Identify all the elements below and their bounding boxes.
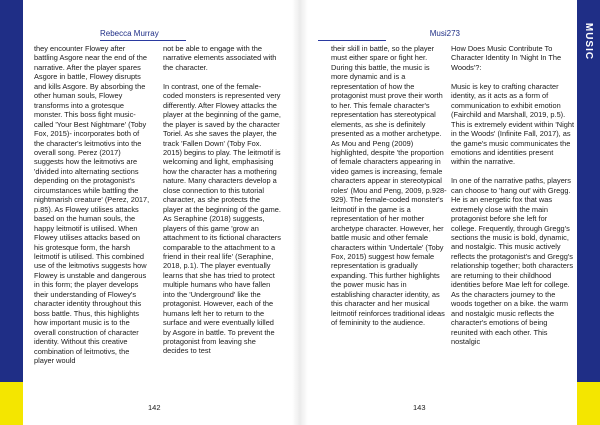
header-rule-right: [318, 40, 386, 41]
page-number-right: 143: [413, 403, 426, 412]
text-column-4: [451, 44, 574, 346]
paragraph: In one of the narrative paths, players can choose to 'hang out' with Gregg. He is an energetic fox that was extremely close with the main protagonist before she left for college. Frequently, through Gregg's sections the music is bold, dynamic, and nostalgic. This music actively reflects the protagonist's and Gregg's relationship together; both characters are returning to their childhood identities before Mae left for college. As the characters journey to the woods together on a bike. the warm and nostalgic music reflects the character's emotions of being reunited with each other. This nostalgic: [451, 176, 574, 347]
paragraph: their skill in battle, so the player must either spare or fight her. During this battle, the music is more dynamic and is a representation of how the protagonist must prove their worth to her. This female character's representation has stereotypical elements, as she is definitely presented as a mother archetype. As Mou and Peng (2009) highlighted, despite 'the proportion of female characters appearing in video games is increasing, female characters appear in stereotypical roles' (Mou and Peng, 2009, p.928-929). The female-coded monster's leitmotif in the game is a representation of her mother archetype character. However, her battle music and other female characters within 'Undertale' (Toby Fox, 2015) suggest how female representation is gradually expanding. This further highlights the power music has in establishing character identity, as this character and her musical leitmotif reinforces traditional ideas of femininity to the audience.: [331, 44, 447, 328]
left-margin-strip-yellow: [0, 382, 23, 425]
text-column-3: [331, 44, 447, 328]
paragraph: they encounter Flowey after battling Asgore near the end of the narrative. After the player spares Asgore in battle, Flowey disrupts and kills Asgore. By absorbing the other human souls, Flowey transforms into a grotesque monster. This boss fight music- called 'Your Best Nightmare' (Toby Fox, 2015)- incorporates both of the character's leitmotivs into the overall song. Perez (2017) suggests how the leitmotivs are 'divided into alternating sections depending on the protagonist's circumstances while battling the nightmarish creature' (Perez, 2017, p.85). As Flowey utilises attacks based on the human souls, the happy leitmotif is utilised. When Flowey utilises attacks based on his grotesque form, the harsh leitmotif is utilised. This combined use of the leitmotivs suggests how Flowey is unstable and dangerous in this form; the player develops their understanding of Flowey's character identity throughout this boss battle. Thus, this highlights how important music is to the overall construction of character identity. Without this creative combination of leitmotivs, the player would: [34, 44, 150, 365]
section-heading: How Does Music Contribute To Character Identity In 'Night In The Woods'?:: [451, 44, 562, 72]
header-rule-left: [100, 40, 186, 41]
running-head-right: Musi273: [429, 29, 460, 38]
section-tab: [577, 12, 600, 70]
text-column-2: [163, 44, 281, 356]
text-column-1: [34, 44, 150, 365]
running-head-left: Rebecca Murray: [100, 29, 159, 38]
paragraph: In contrast, one of the female-coded monsters is represented very differently. After Flowey attacks the player at the beginning of the game, the player is saved by the character Toriel. As she saves the player, the track 'Fallen Down' (Toby Fox. 2015) begins to play. The leitmotif is welcoming and light, emphasising how the character has a mothering nature. Many characters develop a close connection to this tutorial character, as she protects the player at the beginning of the game. As Seraphine (2018) suggests, players of this game 'grow an attachment to its fictional characters comparable to the attachment to a friend in their real life' (Seraphine, 2018, p.1). The player eventually learns that she has tried to protect multiple humans who have fallen into the 'Underground' like the protagonist. However, each of the humans left her to return to the surface and were eventually killed by Asgore in battle. To prevent the protagonist from leaving she decides to test: [163, 81, 281, 356]
book-gutter: [292, 0, 308, 425]
section-tab-label: MUSIC: [583, 22, 595, 60]
right-margin-strip-yellow: [577, 382, 600, 425]
paragraph: not be able to engage with the narrative elements associated with the character.: [163, 44, 277, 72]
left-margin-strip-blue: [0, 0, 23, 382]
paragraph: Music is key to crafting character identity, as it acts as a form of communication to exhibit emotion (Fairchild and Marshall, 2019, p.5). This is extremely evident within 'Night in the Woods' (Infinite Fall, 2017), as the game's music communicates the emotions and identities present within the narrative.: [451, 81, 574, 167]
page-number-left: 142: [148, 403, 161, 412]
